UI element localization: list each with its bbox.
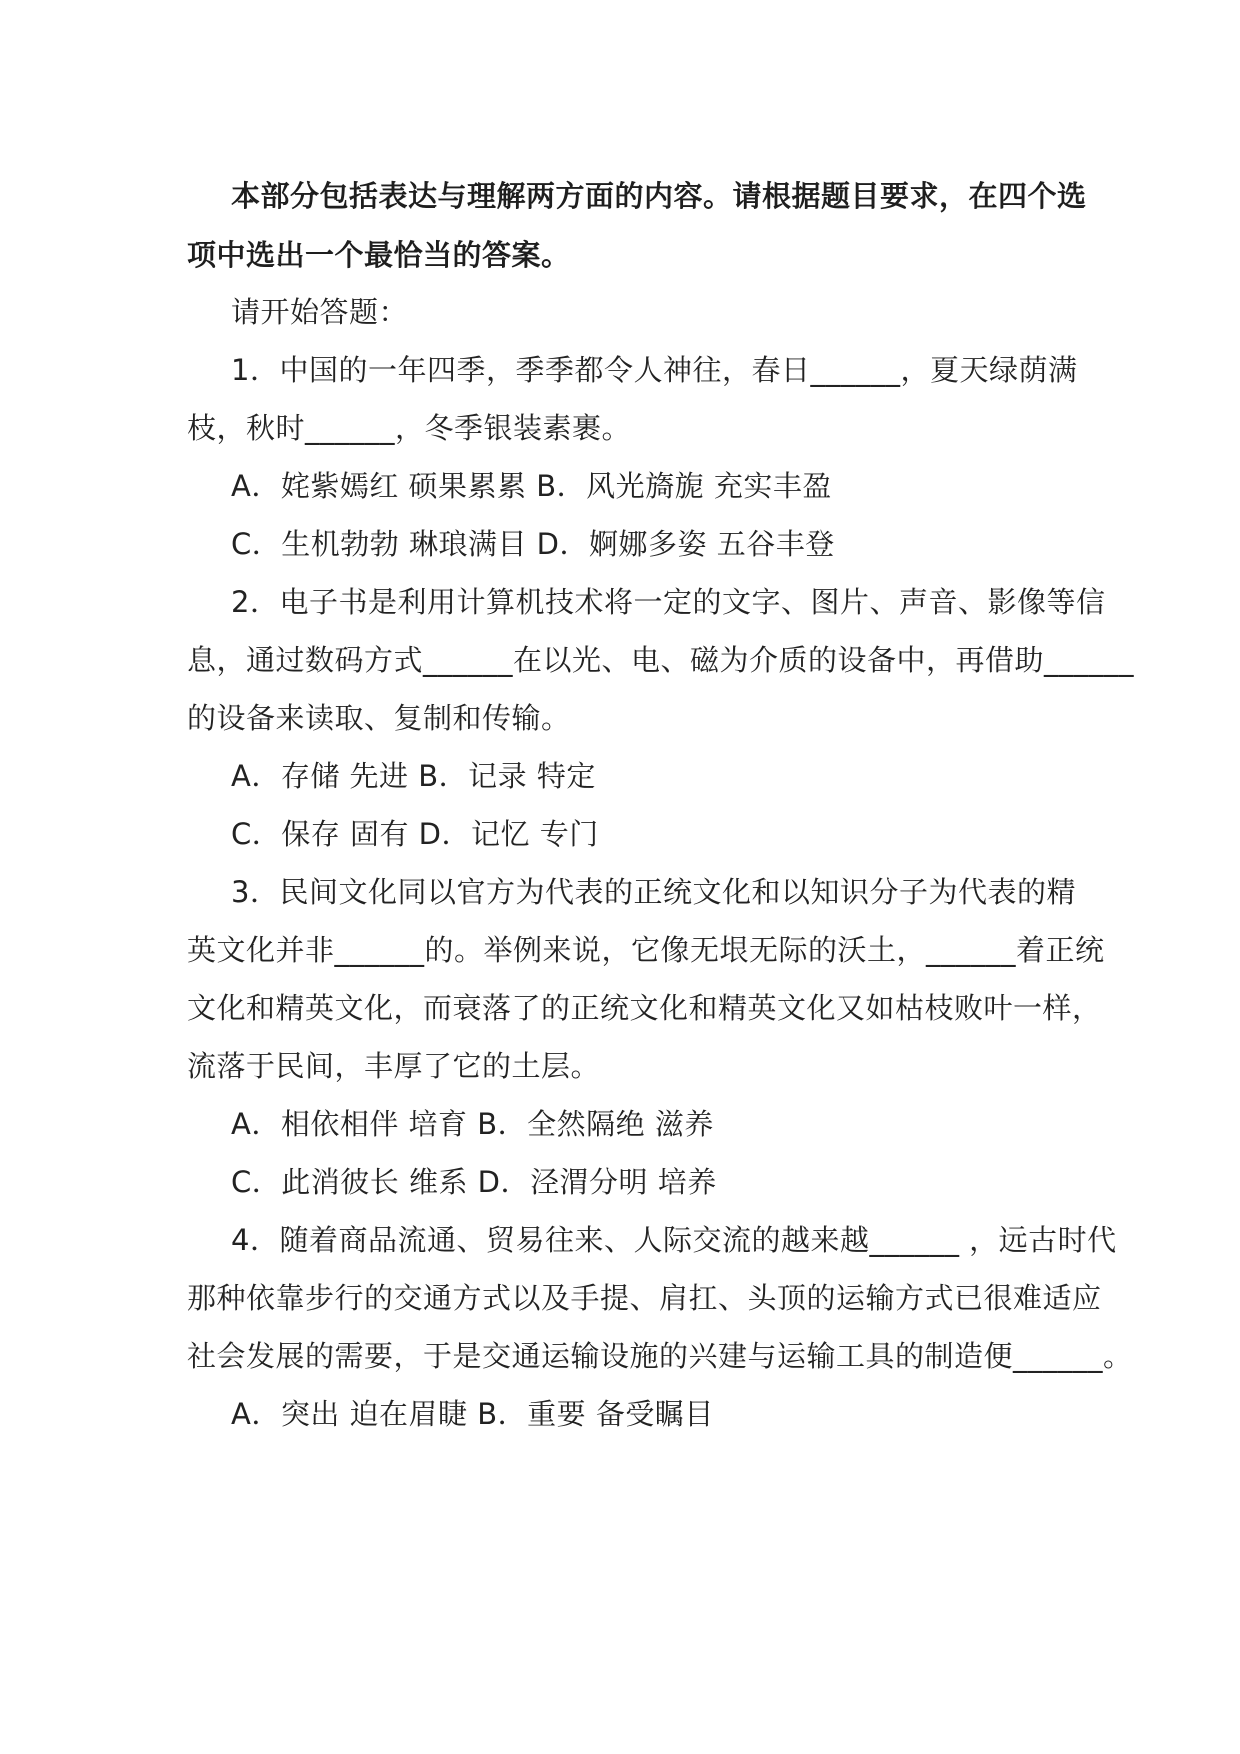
question-3-options-ab: A．相依相伴 培育 B．全然隔绝 滋养 [231,1107,714,1141]
question-4-line-3: 社会发展的需要，于是交通运输设施的兴建与运输工具的制造便______。 [187,1339,1133,1373]
question-4-line-1: 4．随着商品流通、贸易往来、人际交流的越来越______ ，远古时代 [231,1223,1117,1257]
question-2-line-1: 2．电子书是利用计算机技术将一定的文字、图片、声音、影像等信 [231,585,1106,619]
intro-line-1: 本部分包括表达与理解两方面的内容。请根据题目要求，在四个选 [231,179,1087,213]
question-2-options-cd: C．保存 固有 D．记忆 专门 [231,817,599,851]
question-2-options-ab: A．存储 先进 B．记录 特定 [231,759,596,793]
start-prompt: 请开始答题： [231,295,409,329]
question-4-options-ab: A．突出 迫在眉睫 B．重要 备受瞩目 [231,1397,714,1431]
question-1-options-cd: C．生机勃勃 琳琅满目 D．婀娜多姿 五谷丰登 [231,527,835,561]
question-3-line-2: 英文化并非______的。举例来说，它像无垠无际的沃土，______着正统 [187,933,1105,967]
question-2-line-3: 的设备来读取、复制和传输。 [187,701,571,735]
question-4-line-2: 那种依靠步行的交通方式以及手提、肩扛、头顶的运输方式已很难适应 [187,1281,1102,1315]
question-3-line-3: 文化和精英文化，而衰落了的正统文化和精英文化又如枯枝败叶一样， [187,991,1102,1025]
question-1-line-2: 枝，秋时______，冬季银装素裹。 [187,411,632,445]
question-1-options-ab: A．姹紫嫣红 硕果累累 B．风光旖旎 充实丰盈 [231,469,832,503]
question-3-line-1: 3．民间文化同以官方为代表的正统文化和以知识分子为代表的精 [231,875,1076,909]
question-3-options-cd: C．此消彼长 维系 D．泾渭分明 培养 [231,1165,717,1199]
question-3-line-4: 流落于民间，丰厚了它的土层。 [187,1049,601,1083]
question-2-line-2: 息，通过数码方式______在以光、电、磁为介质的设备中，再借助______ [187,643,1135,677]
question-1-line-1: 1．中国的一年四季，季季都令人神往，春日______，夏天绿荫满 [231,353,1078,387]
intro-line-2: 项中选出一个最恰当的答案。 [187,238,571,272]
